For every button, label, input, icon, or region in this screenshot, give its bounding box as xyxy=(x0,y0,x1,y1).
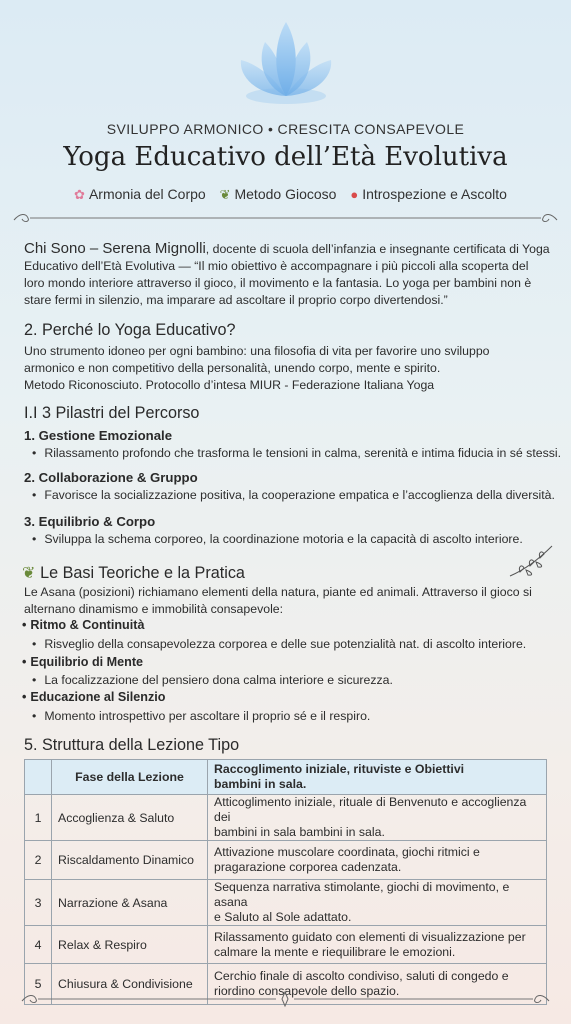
row-desc xyxy=(208,880,547,926)
basics-item-title: • Equilibrio di Mente xyxy=(22,655,143,669)
row-desc-line: Cerchio finale di ascolto condiviso, saluti di congedo e xyxy=(214,969,509,983)
basics-item-title: • Ritmo & Continuità xyxy=(22,618,144,632)
page-title: Yoga Educativo dell’Età Evolutiva xyxy=(63,142,508,172)
basics-item-text: • Momento introspettivo per ascoltare il proprio sé e il respiro. xyxy=(32,709,370,723)
basics-text xyxy=(24,584,564,618)
row-desc-line: Sequenza narrativa stimolante, giochi di movimento, e asana xyxy=(214,880,510,909)
row-number: 5 xyxy=(25,964,52,1005)
row-phase: Narrazione & Asana xyxy=(52,880,208,926)
row-desc-line: e Saluto al Sole adattato. xyxy=(214,910,352,924)
row-desc xyxy=(208,795,547,841)
leaf-branch-icon xyxy=(506,542,556,580)
intro-line: stare fermi in silenzio, ma imparare ad ascoltare il proprio corpo divertendosi.” xyxy=(24,293,448,307)
intro-text: , docente di scuola dell’infanzia e insegnante certificata di Yoga xyxy=(205,242,550,256)
row-desc-line: riordino consapevole dello spazio. xyxy=(214,984,400,998)
bottom-ornament-divider xyxy=(20,990,551,1008)
row-desc-line: bambini in sala bambini in sala. xyxy=(214,825,385,839)
row-number: 2 xyxy=(25,841,52,880)
pillar-title: 3. Equilibrio & Corpo xyxy=(24,514,156,529)
row-desc-line: Attivazione muscolare coordinata, giochi ritmici e xyxy=(214,845,480,859)
table-header-cell xyxy=(208,760,547,795)
why-text xyxy=(24,343,564,394)
ornament-divider xyxy=(12,211,559,225)
row-phase: Chiusura & Condivisione xyxy=(52,964,208,1005)
section-heading-basics xyxy=(22,563,245,583)
row-desc xyxy=(208,926,547,964)
basics-heading: Le Basi Teoriche e la Pratica xyxy=(40,564,245,582)
why-line: Metodo Riconosciuto. Protocollo d’intesa MIUR - Federazione Italiana Yoga xyxy=(24,378,435,392)
intro-line: Educativo dell’Età Evolutiva — “Il mio obiettivo è accompagnare i più piccoli alla scoperta del xyxy=(24,259,529,273)
row-number: 3 xyxy=(25,880,52,926)
row-phase: Riscaldamento Dinamico xyxy=(52,841,208,880)
header-desc-line: bambini in sala. xyxy=(214,777,307,791)
row-desc-line: Rilassamento guidato con elementi di visualizzazione per xyxy=(214,929,526,944)
header-desc-line: Raccoglimento iniziale, rituviste e Obiettivi xyxy=(214,762,465,776)
table-row xyxy=(25,926,547,964)
row-phase: Accoglienza & Saluto xyxy=(52,795,208,841)
basics-item-title: • Educazione al Silenzio xyxy=(22,690,166,704)
pillar-title: 1. Gestione Emozionale xyxy=(24,428,173,443)
pillar-text: • Favorisce la socializzazione positiva, la cooperazione empatica e l’accoglienza della diversità. xyxy=(32,488,555,502)
why-line: Uno strumento idoneo per ogni bambino: una filosofia di vita per favorire uno sviluppo xyxy=(24,344,490,358)
row-desc xyxy=(208,841,547,880)
table-row xyxy=(25,880,547,926)
table-header-cell xyxy=(52,760,208,795)
header-phase-label: Fase della Lezione xyxy=(75,770,184,784)
intro-section xyxy=(24,240,564,309)
highlights-row xyxy=(0,186,571,203)
highlight-label: Introspezione e Ascolto xyxy=(362,186,507,202)
highlight-label: Metodo Giocoso xyxy=(234,186,337,202)
section-heading-pillars: I.I 3 Pilastri del Percorso xyxy=(24,404,200,422)
section-heading-lesson: 5. Struttura della Lezione Tipo xyxy=(24,736,240,754)
lesson-table xyxy=(24,759,547,1005)
sprout-icon: ❦ xyxy=(22,564,36,582)
highlight-label: Armonia del Corpo xyxy=(88,186,206,202)
row-desc-line: Atticoglimento iniziale, rituale di Benvenuto e accoglienza dei xyxy=(214,795,527,824)
table-header-cell xyxy=(25,760,52,795)
row-phase: Relax & Respiro xyxy=(52,926,208,964)
pillar-text: • Rilassamento profondo che trasforma le tensioni in calma, serenità e intima fiducia in sé stessi. xyxy=(32,446,561,460)
section-heading-why: 2. Perché lo Yoga Educativo? xyxy=(24,321,236,339)
balloon-icon: ● xyxy=(350,187,359,202)
pillar-text: • Sviluppa la schema corporeo, la coordinazione motoria e la capacità di ascolto interiore. xyxy=(32,532,523,546)
lotus-logo xyxy=(235,16,337,108)
sprout-icon: ❦ xyxy=(219,187,231,202)
row-number: 1 xyxy=(25,795,52,841)
pillar-title: 2. Collaborazione & Gruppo xyxy=(24,470,198,485)
basics-line: Le Asana (posizioni) richiamano elementi della natura, piante ed animali. Attraverso il gioco si xyxy=(24,585,532,599)
row-number: 4 xyxy=(25,926,52,964)
basics-line: alternano dinamismo e immobilità consapevole: xyxy=(24,602,284,616)
row-desc-line: calmare la mente e riequilibrare le emozioni. xyxy=(214,944,456,959)
basics-item-text: • La focalizzazione del pensiero dona calma interiore e sicurezza. xyxy=(32,673,393,687)
table-row xyxy=(25,795,547,841)
tagline: SVILUPPO ARMONICO • CRESCITA CONSAPEVOLE xyxy=(106,121,465,137)
table-row xyxy=(25,841,547,880)
row-desc-line: pragarazione corporea cadenzata. xyxy=(214,860,402,874)
flower-icon: ✿ xyxy=(74,187,85,202)
intro-heading: Chi Sono – Serena Mignolli xyxy=(24,240,206,257)
basics-item-text: • Risveglio della consapevolezza corporea e delle sue potenzialità nat. di ascolto interiore. xyxy=(32,637,526,651)
table-header-row xyxy=(25,760,547,795)
why-line: armonico e non competitivo della personalità, unendo corpo, mente e spirito. xyxy=(24,361,441,375)
intro-line: loro mondo interiore attraverso il gioco, il movimento e la fantasia. Lo yoga per bambini non è xyxy=(24,276,532,290)
